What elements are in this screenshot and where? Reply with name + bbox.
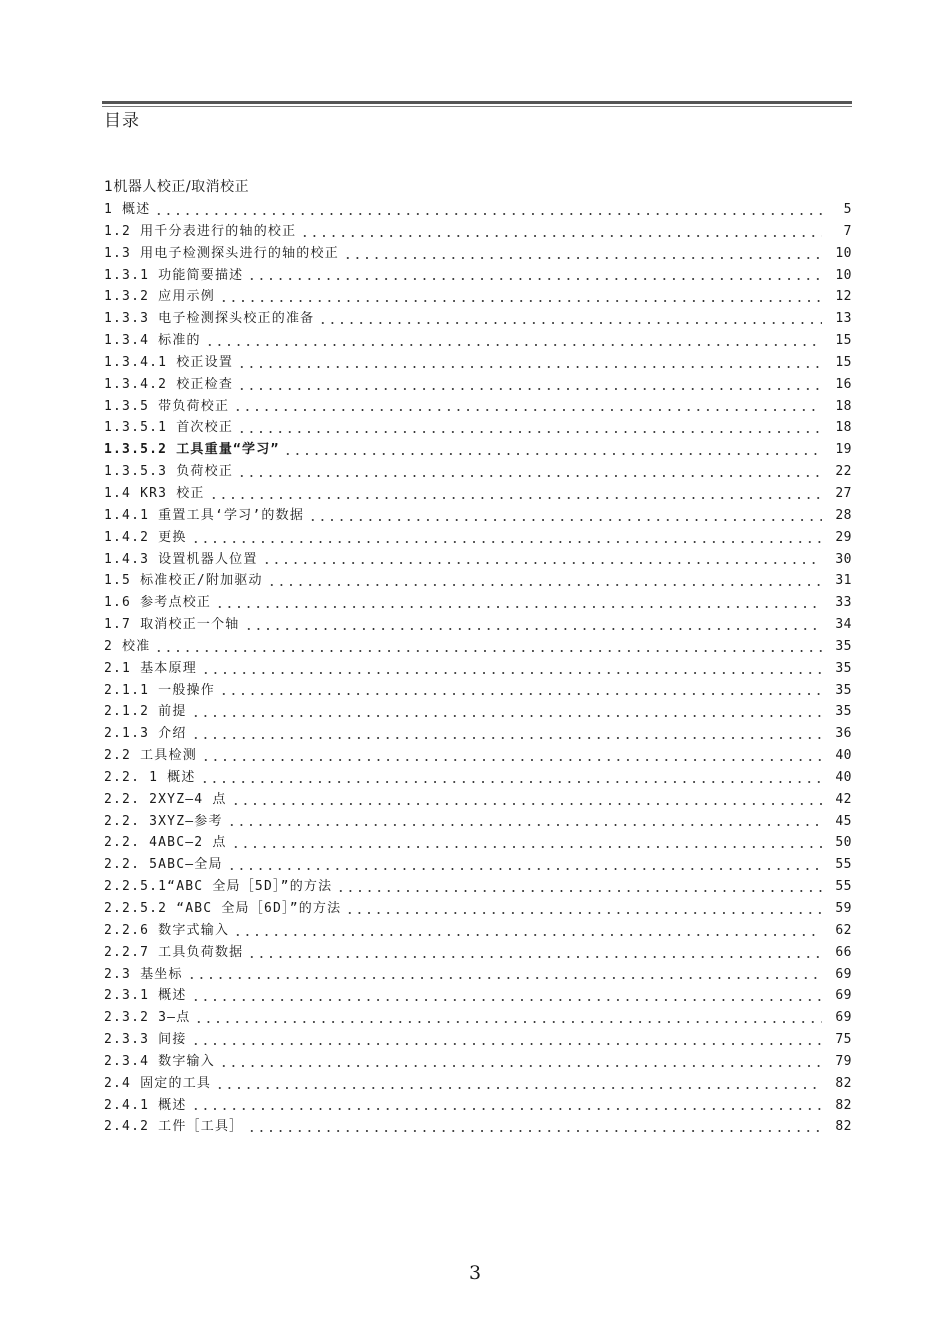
toc-entry (104, 243, 852, 265)
toc-leader-dots (260, 549, 822, 571)
toc-entry-title: 1.2 用千分表进行的轴的校正 (104, 223, 297, 239)
toc-entry-page: 15 (835, 354, 852, 370)
toc-entry-title: 1.3.5 带负荷校正 (104, 398, 230, 414)
toc-entry-page: 27 (835, 485, 852, 501)
toc-entry-title: 2.2. 5ABC—全局 (104, 857, 223, 873)
toc-entry-title: 2.3.1 概述 (104, 988, 187, 1004)
toc-entry (104, 592, 852, 614)
toc-entry (104, 658, 852, 680)
toc-entry-page: 31 (835, 573, 852, 589)
toc-entry (104, 811, 852, 833)
toc-entry-title: 2.3.3 间接 (104, 1032, 187, 1048)
toc-leader-dots (231, 396, 822, 418)
toc-leader-dots (203, 330, 822, 352)
toc-entry (104, 1073, 852, 1095)
toc-leader-dots (199, 658, 822, 680)
toc-entry-page: 15 (835, 333, 852, 349)
toc-leader-dots (298, 221, 822, 243)
toc-leader-dots (225, 854, 822, 876)
toc-entry-title: 1.3.1 功能简要描述 (104, 267, 244, 283)
toc-entry-page: 18 (835, 420, 852, 436)
toc-leader-dots (199, 745, 822, 767)
toc-leader-dots (245, 1116, 822, 1138)
toc-leader-dots (213, 1073, 822, 1095)
toc-entry-page: 75 (835, 1032, 852, 1048)
toc-entry-page: 69 (835, 1010, 852, 1026)
toc-entry-title: 2.1.3 介绍 (104, 726, 187, 742)
toc-entry (104, 1116, 852, 1138)
toc-entry-page: 10 (835, 267, 852, 283)
toc-leader-dots (235, 352, 822, 374)
toc-entry (104, 199, 852, 221)
toc-leader-dots (189, 1095, 822, 1117)
toc-leader-dots (341, 243, 822, 265)
toc-entry (104, 942, 852, 964)
toc-leader-dots (225, 811, 822, 833)
toc-entry-page: 19 (835, 442, 852, 458)
toc-entry-page: 82 (835, 1075, 852, 1091)
toc-leader-dots (152, 199, 822, 221)
toc-entry-page: 35 (835, 682, 852, 698)
toc-entry-title: 2.3.4 数字输入 (104, 1053, 215, 1069)
toc-entry-page: 28 (835, 507, 852, 523)
section-title: 1机器人校正/取消校正 (104, 179, 250, 195)
toc-entry (104, 461, 852, 483)
toc-entry-title: 1.3.5.3 负荷校正 (104, 464, 234, 480)
toc-entry (104, 701, 852, 723)
toc-leader-dots (152, 636, 822, 658)
toc-leader-dots (217, 1051, 822, 1073)
toc-entry-page: 59 (835, 901, 852, 916)
toc-entry-title: 2.1.2 前提 (104, 704, 187, 720)
toc-entry (104, 898, 852, 920)
toc-leader-dots (185, 964, 822, 986)
toc-entry-page: 35 (835, 660, 852, 676)
toc-entry (104, 920, 852, 942)
toc-entry-page: 29 (835, 529, 852, 545)
toc-entry-title: 1.3.4 标准的 (104, 333, 201, 349)
toc-leader-dots (229, 832, 822, 854)
toc-entry-title: 2.2. 4ABC—2 点 (104, 835, 227, 851)
toc-leader-dots (189, 527, 822, 549)
toc-entry-page: 40 (835, 748, 852, 764)
toc-entry-title: 1.7 取消校正一个轴 (104, 617, 240, 633)
toc-entry (104, 549, 852, 571)
toc-entry (104, 1029, 852, 1051)
toc-entry-page: 35 (835, 638, 852, 654)
header-rule-thin (102, 106, 852, 107)
toc-entry-page: 36 (835, 726, 852, 742)
toc-entry (104, 330, 852, 352)
toc-leader-dots (192, 1007, 822, 1029)
toc-entry-title: 1.4 KR3 校正 (104, 485, 205, 501)
toc-entry-page: 22 (835, 464, 852, 480)
toc-leader-dots (189, 723, 822, 745)
toc-entry-title: 2 校准 (104, 638, 151, 654)
toc-entry-page: 12 (835, 289, 852, 305)
toc-entry-title: 1.3.4.1 校正设置 (104, 354, 234, 370)
toc-entry (104, 374, 852, 396)
toc-leader-dots (229, 789, 822, 811)
toc-entry-title: 2.2.6 数字式输入 (104, 922, 230, 938)
toc-entry (104, 832, 852, 854)
toc-entry-title: 2.2.5.1“ABC 全局［5D］”的方法 (104, 879, 333, 895)
table-of-contents (104, 199, 852, 1138)
toc-entry (104, 505, 852, 527)
toc-leader-dots (235, 374, 822, 396)
toc-entry-page: 42 (835, 791, 852, 807)
toc-entry (104, 483, 852, 505)
toc-leader-dots (306, 505, 822, 527)
toc-entry (104, 439, 852, 461)
toc-entry-page: 45 (835, 813, 852, 829)
toc-entry-page: 7 (843, 223, 852, 239)
toc-entry (104, 876, 852, 898)
toc-entry (104, 308, 852, 330)
toc-entry (104, 745, 852, 767)
toc-entry-page: 50 (835, 835, 852, 851)
toc-entry-title: 2.4.1 概述 (104, 1097, 187, 1113)
toc-entry-title: 1.3.5.2 工具重量“学习” (104, 442, 280, 458)
toc-entry (104, 854, 852, 876)
toc-leader-dots (242, 614, 822, 636)
toc-leader-dots (235, 461, 822, 483)
toc-entry-page: 66 (835, 944, 852, 960)
toc-entry-title: 2.2.5.2 “ABC 全局［6D］”的方法 (104, 901, 342, 916)
toc-leader-dots (334, 876, 822, 898)
toc-leader-dots (213, 592, 822, 614)
toc-entry-title: 1.4.3 设置机器人位置 (104, 551, 258, 567)
toc-entry-title: 2.2.7 工具负荷数据 (104, 944, 244, 960)
toc-entry-page: 79 (835, 1053, 852, 1069)
toc-entry-page: 55 (835, 879, 852, 895)
toc-entry-title: 1.3.4.2 校正检查 (104, 376, 234, 392)
toc-entry (104, 985, 852, 1007)
toc-entry-title: 1 概述 (104, 202, 151, 217)
toc-entry-title: 1.4.1 重置工具‘学习’的数据 (104, 507, 305, 523)
toc-leader-dots (217, 680, 822, 702)
toc-leader-dots (217, 286, 822, 308)
toc-entry (104, 789, 852, 811)
toc-entry-title: 1.3.3 电子检测探头校正的准备 (104, 311, 315, 327)
header-rule-thick (102, 101, 852, 104)
toc-entry-title: 1.3 用电子检测探头进行的轴的校正 (104, 245, 339, 261)
toc-entry-page: 5 (843, 202, 852, 217)
toc-entry-page: 10 (835, 245, 852, 261)
toc-entry-page: 35 (835, 704, 852, 720)
toc-entry-page: 13 (835, 311, 852, 327)
toc-entry-title: 2.2. 1 概述 (104, 769, 196, 785)
toc-leader-dots (245, 942, 822, 964)
toc-entry-page: 62 (835, 922, 852, 938)
toc-entry-page: 18 (835, 398, 852, 414)
toc-entry-title: 2.3 基坐标 (104, 966, 183, 982)
toc-entry-title: 2.1 基本原理 (104, 660, 197, 676)
toc-entry (104, 1095, 852, 1117)
toc-entry (104, 221, 852, 243)
toc-leader-dots (231, 920, 822, 942)
toc-entry-page: 69 (835, 966, 852, 982)
toc-leader-dots (189, 1029, 822, 1051)
toc-entry-title: 2.3.2 3—点 (104, 1010, 191, 1026)
toc-leader-dots (265, 570, 822, 592)
toc-entry-title: 1.5 标准校正/附加驱动 (104, 573, 263, 589)
toc-entry-page: 40 (835, 769, 852, 785)
toc-entry (104, 723, 852, 745)
toc-entry (104, 396, 852, 418)
toc-entry-page: 34 (835, 617, 852, 633)
toc-leader-dots (316, 308, 822, 330)
toc-entry (104, 570, 852, 592)
toc-entry-page: 82 (835, 1119, 852, 1135)
contents-heading: 目录 (104, 111, 140, 131)
toc-entry-page: 55 (835, 857, 852, 873)
toc-entry (104, 964, 852, 986)
toc-entry (104, 527, 852, 549)
toc-leader-dots (343, 898, 822, 920)
toc-entry-page: 82 (835, 1097, 852, 1113)
toc-entry-page: 16 (835, 376, 852, 392)
toc-entry (104, 265, 852, 287)
toc-entry-title: 2.4 固定的工具 (104, 1075, 212, 1091)
toc-leader-dots (189, 985, 822, 1007)
toc-entry (104, 767, 852, 789)
toc-entry-title: 2.1.1 一般操作 (104, 682, 215, 698)
toc-entry-title: 2.2. 2XYZ—4 点 (104, 791, 227, 807)
toc-entry-title: 1.6 参考点校正 (104, 595, 212, 611)
page-number: 3 (468, 1262, 482, 1284)
toc-entry-title: 2.2 工具检测 (104, 748, 197, 764)
toc-entry-page: 33 (835, 595, 852, 611)
toc-entry (104, 614, 852, 636)
toc-entry-title: 1.4.2 更换 (104, 529, 187, 545)
toc-leader-dots (189, 701, 822, 723)
toc-entry-title: 1.3.2 应用示例 (104, 289, 215, 305)
toc-entry (104, 1051, 852, 1073)
toc-entry-title: 2.4.2 工件［工具］ (104, 1119, 244, 1135)
toc-leader-dots (207, 483, 822, 505)
toc-leader-dots (281, 439, 822, 461)
toc-leader-dots (235, 417, 822, 439)
toc-entry (104, 680, 852, 702)
toc-entry (104, 1007, 852, 1029)
toc-leader-dots (245, 265, 822, 287)
toc-entry-title: 2.2. 3XYZ—参考 (104, 813, 223, 829)
toc-entry (104, 286, 852, 308)
toc-leader-dots (198, 767, 822, 789)
toc-entry-page: 30 (835, 551, 852, 567)
toc-entry-title: 1.3.5.1 首次校正 (104, 420, 234, 436)
toc-entry (104, 636, 852, 658)
toc-entry-page: 69 (835, 988, 852, 1004)
toc-entry (104, 352, 852, 374)
toc-entry (104, 417, 852, 439)
